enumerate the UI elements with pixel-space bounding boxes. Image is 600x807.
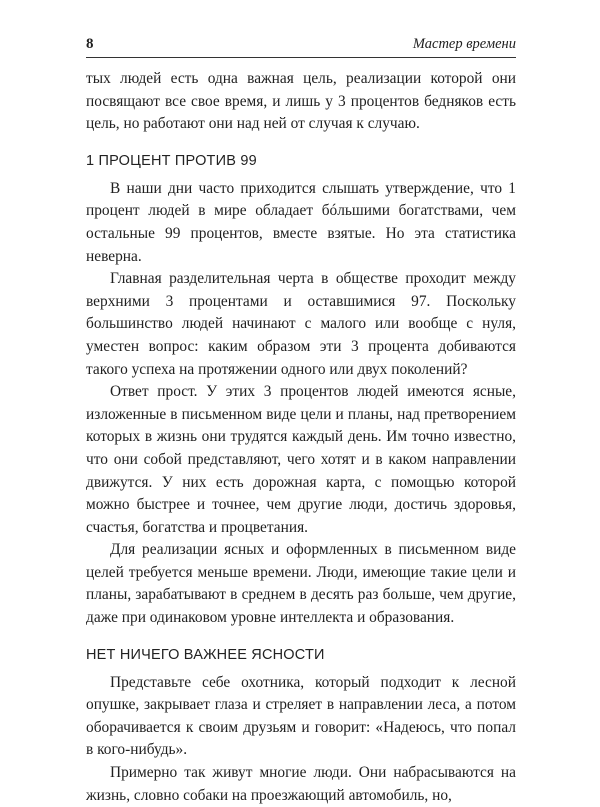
section-heading-1: 1 ПРОЦЕНТ ПРОТИВ 99 bbox=[86, 152, 257, 169]
paragraph: Представьте себе охотника, который подходит к лесной опушке, закрывает глаза и стреляет в направлении леса, а потом оборачивается к своим друзьям и говорит: «Надеюсь, что попал в кого-нибудь». bbox=[86, 673, 516, 759]
paragraph: Ответ прост. У этих 3 процентов людей имеются ясные, изложенные в письменном виде цели и планы, над претворением которых в жизнь они трудятся каждый день. Им точно известно, что они собой представляют, чего хотят и в каком направлении движутся. У них есть дорожная карта, с помощью которой можно быстрее и точнее, чем другие люди, достичь здоровья, счастья, богатства и процветания. bbox=[86, 383, 516, 536]
paragraph: Примерно так живут многие люди. Они набрасываются на жизнь, словно собаки на проезжающий автомобиль, но, bbox=[86, 764, 516, 804]
section-heading-2: НЕТ НИЧЕГО ВАЖНЕЕ ЯСНОСТИ bbox=[86, 646, 325, 663]
running-header bbox=[86, 34, 516, 58]
page-body bbox=[86, 68, 516, 807]
page-number: 8 bbox=[86, 36, 94, 52]
intro-paragraph: тых людей есть одна важная цель, реализации которой они посвящают все свое время, и лишь у 3 процентов бедняков есть цель, но работают они над ней от случая к случаю. bbox=[86, 70, 516, 133]
paragraph: Главная разделительная черта в обществе проходит между верхними 3 процентами и оставшимися 97. Поскольку большинство людей начинают с малого или вообще с нуля, уместен вопрос: каким образом эти 3 процента добиваются такого успеха на протяжении одного или двух поколений? bbox=[86, 270, 516, 378]
book-title: Мастер времени bbox=[412, 36, 516, 52]
book-page bbox=[86, 34, 516, 807]
paragraph: В наши дни часто приходится слышать утверждение, что 1 процент людей в мире обладает бóльшими богатствами, чем остальные 99 процентов, вместе взятые. Но эта статистика неверна. bbox=[86, 179, 516, 265]
paragraph: Для реализации ясных и оформленных в письменном виде целей требуется меньше времени. Люди, имеющие такие цели и планы, зарабатывают в среднем в десять раз больше, чем другие, даже при одинаковом уровне интеллекта и образования. bbox=[86, 541, 516, 627]
